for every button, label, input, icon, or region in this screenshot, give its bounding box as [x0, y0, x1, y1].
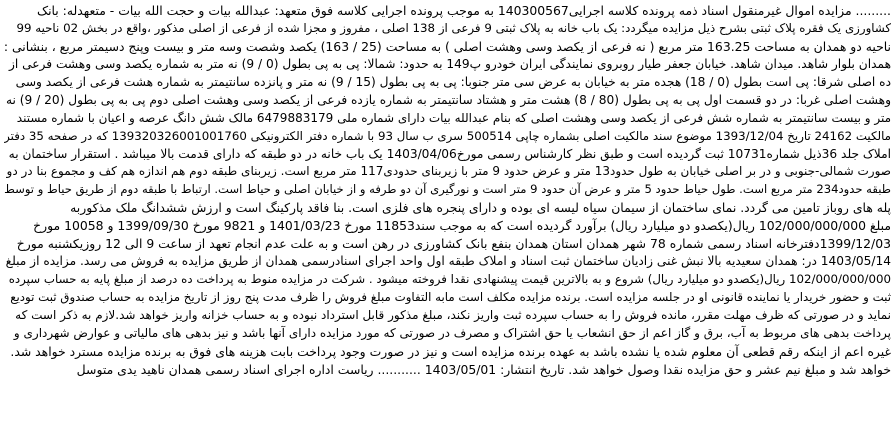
notice-line-20: غیره اعم از اینکه رقم قطعی آن معلوم شده یا نشده باشد به عهده برنده مزایده است و نیز در صورت وجود پرداخت بابت هزینه های فوق به برنده مزایده مسترد خواهد شد.: [10, 343, 891, 359]
notice-line-12: پله های روباز تامین می گردد. نمای ساختمان از سیمان سیاه لیسه ای بوده و دارای پنجره های فلزی است. بنا فاقد پارکینگ است و ارزش ششدانگ ملک مذکوربه: [70, 200, 891, 216]
notice-line-1: ......... مزایده اموال غیرمنقول اسناد ذمه پرونده کلاسه اجرایی140300567 به موجب پرونده اجرایی کلاسه فوق متعهد: عبدالله بیات و حجت الله بیات - متعهدله: بانک: [36, 3, 891, 18]
notice-line-11: طبقه حدود234 متر مربع است. طول حیاط حدود 5 متر و عرض آن حدود 9 متر است و نورگیری آن دو طرفه و از خیابان اصلی و حیاط است. ارتباط با طبقه دوم از طریق حیاط و توسط: [4, 182, 891, 197]
notice-line-5: ده اصلی شرقا: پی است بطول (0 / 18) هجده متر به خیابان به عرض سی متر جنوبا: پی به پی بطول (15 / 9) نه متر و پانزده سانتیمتر به شماره هشت فرعی از یکصد وسی: [15, 74, 891, 89]
notice-line-9: املاک جلد 36ذیل شماره10731 ثبت گردیده است و طبق نظر کارشناس رسمی مورخ1403/04/06 یک باب خانه در دو طبقه که دارای قدمت بالا میباشد . استقرار ساختمان به: [8, 146, 891, 161]
notice-line-15: 1403/05/14 در: همدان سعیدیه بالا نبش غنی زادیان ساختمان ثبت اسناد و املاک طبقه اول واحد اجرای اسنادرسمی همدان از طریق مزایده به فروش می رسد. مزایده از مبلغ: [5, 254, 891, 269]
notice-line-3: ناحیه دو همدان به مساحت 163.25 متر مربع ( نه فرعی از یکصد وسی وهشت اصلی ) به مساحت (25 / 163) یکصد وشصت وسه متر و بیست وپنج دسیمتر مربع ، بنشانی :: [4, 38, 891, 54]
notice-line-21: خواهد شد و مبلغ نیم عشر و حق مزایده نقدا وصول خواهد شد. تاریخ انتشار: 1403/05/01 ........... ریاست اداره اجرای اسناد رسمی همدان ناهید یدی متوسل: [76, 361, 891, 377]
notice-line-4: همدان بلوار شاهد. میدان شاهد. خیابان جعفر طیار روبروی نمایندگی ایران خودرو پ149 به حدود: شمالا: پی به پی بطول (0 / 9) نه متر به شماره یکصد وسی وهشت فرعی از: [8, 56, 891, 71]
notice-line-10: صورت شمالی-جنوبی و در بر اصلی خیابان به طول حدود13 متر و عرض حدود 9 متر با زیربنای حدودی117 متر مربع است. زیربنای طبقه دوم هم اندازه هم کف و مجموع بنا در دو: [6, 164, 891, 179]
notice-line-17: ثبت و حضور خریدار یا نماینده قانونی او در جلسه مزایده است. برنده مزایده مکلف است مابه التفاوت مبلغ فروش را ظرف مدت پنج روز از تاریخ مزایده به حساب صندوق ثبت تودیع: [10, 290, 891, 304]
notice-line-18: نماید و در صورتی که ظرف مهلت مقرر، مانده فروش را به حساب سپرده ثبت واریز نکند، مبلغ مذکور قابل استرداد نبوده و به حساب خزانه واریز خواهد شد.لازم به ذکر است که: [15, 307, 891, 322]
notice-line-19: پرداخت بدهی های مربوط به آب، برق و گاز اعم از حق انشعاب یا حق اشتراک و مصرف در صورتی که مورد مزایده دارای آنها باشد و نیز بدهی های مالیاتی و عوارض شهرداری و: [13, 325, 891, 340]
notice-line-14: 1399/12/03دفترخانه اسناد رسمی شماره 78 شهر همدان استان همدان بنفع بانک کشاورزی در رهن است و به علت عدم انجام تعهد از ساعت 9 الی 12 روزیکشنبه مورخ: [16, 236, 891, 252]
notice-line-13: مبلغ 102/000/000/000 ریال(یکصدو دو میلیارد ریال) برآورد گردیده است که به موجب سند11853 مورخ 1401/03/23 و 9821 مورخ 1399/09/30 و 10058 مورخ: [33, 218, 891, 234]
notice-line-7: متر و بیست سانتیمتر به شماره شش فرعی از یکصد وسی وهشت اصلی که بنام عبدالله بیات دارای شماره ملی 6479883179 مالک شش دانگ عرصه و اعیان با شماره مستند: [16, 110, 891, 125]
auction-notice-body: [4, 2, 891, 429]
notice-line-16: 102/000/000/000 ریال(یکصدو دو میلیارد ریال) شروع و به بالاترین قیمت پیشنهادی نقدا فروخته میشود . شرکت در مزایده منوط به پرداخت ده درصد از مبلغ پایه به حساب سپرده: [8, 272, 891, 287]
notice-line-2: کشاورزی یک فقره پلاک ثبتی بشرح ذیل مزایده میگردد: یک باب خانه به پلاک ثبتی 9 فرعی از 138 اصلی ، مفروز و مجزا شده از فرعی از اصلی مذکور ،واقع در بخش 02 ناحیه 99: [16, 20, 891, 35]
notice-line-8: مالکیت 24162 تاریخ 1393/12/04 موضوع سند مالکیت اصلی بشماره چاپی 500514 سری ب سال 93 با شماره دفتر الکترونیکی 139320326001001760 که در صفحه 35 دفتر: [4, 128, 891, 143]
notice-line-6: وهشت اصلی غربا: در دو قسمت اول پی به پی بطول (80 / 8) هشت متر و هشتاد سانتیمتر به شماره یازده فرعی از یکصد وسی وهشت اصلی دوم پی به پی بطول (20 / 9) نه: [5, 92, 891, 107]
